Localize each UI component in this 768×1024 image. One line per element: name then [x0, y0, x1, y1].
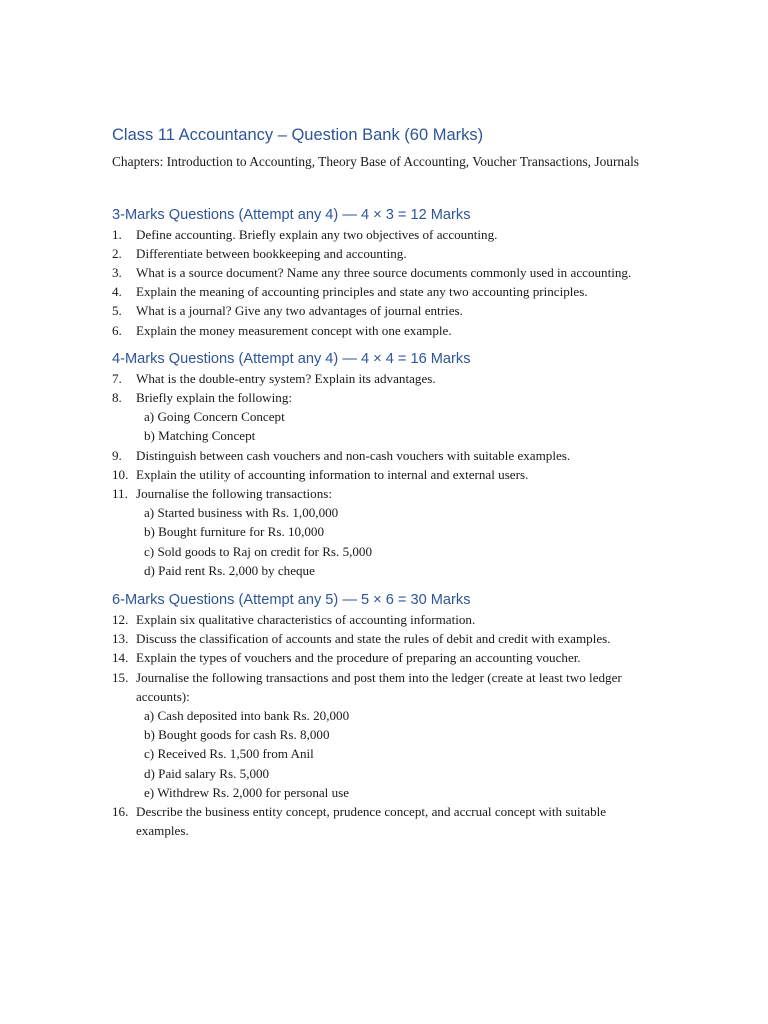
sub-item: b) Matching Concept — [144, 428, 256, 444]
question-number: 5. — [112, 303, 122, 319]
question-number: 7. — [112, 370, 122, 386]
sub-item: c) Received Rs. 1,500 from Anil — [144, 746, 314, 762]
question-item — [112, 802, 652, 840]
question-number: 15. — [112, 669, 129, 685]
question-item — [112, 648, 652, 667]
question-text: Briefly explain the following: — [136, 389, 292, 405]
question-text: Explain the types of vouchers and the procedure of preparing an accounting voucher. — [136, 650, 581, 666]
question-item — [112, 465, 652, 484]
question-text: Differentiate between bookkeeping and accounting. — [136, 245, 407, 261]
question-number: 14. — [112, 650, 129, 666]
section-heading-6-marks: 6-Marks Questions (Attempt any 5) — 5 × 6 = 30 Marks — [112, 591, 471, 608]
question-text: Define accounting. Briefly explain any two objectives of accounting. — [136, 226, 498, 242]
question-number: 4. — [112, 284, 122, 300]
question-item — [112, 629, 652, 648]
question-text: Explain the money measurement concept with one example. — [136, 322, 452, 338]
question-number: 1. — [112, 226, 122, 242]
question-item — [112, 301, 652, 320]
sub-item: b) Bought furniture for Rs. 10,000 — [144, 524, 325, 540]
question-item — [112, 244, 652, 263]
sub-item: a) Cash deposited into bank Rs. 20,000 — [144, 707, 350, 723]
sub-item: a) Started business with Rs. 1,00,000 — [144, 505, 339, 521]
question-item — [112, 321, 652, 340]
sub-item: a) Going Concern Concept — [144, 409, 285, 425]
question-number: 2. — [112, 245, 122, 261]
question-list-4-marks — [112, 369, 652, 580]
question-number: 12. — [112, 611, 129, 627]
section-heading-4-marks: 4-Marks Questions (Attempt any 4) — 4 × 4 = 16 Marks — [112, 350, 471, 367]
chapters-line: Chapters: Introduction to Accounting, Theory Base of Accounting, Voucher Transactions, Journals — [112, 154, 639, 169]
question-text: Discuss the classification of accounts and state the rules of debit and credit with examples. — [136, 631, 611, 647]
question-item — [112, 668, 652, 802]
document-title: Class 11 Accountancy – Question Bank (60 Marks) — [112, 126, 484, 144]
question-item — [112, 282, 652, 301]
question-number: 16. — [112, 803, 129, 819]
question-text: What is a source document? Name any three source documents commonly used in accounting. — [136, 264, 632, 280]
sub-item: c) Sold goods to Raj on credit for Rs. 5,000 — [144, 543, 373, 559]
question-item — [112, 484, 652, 580]
question-text: Journalise the following transactions: — [136, 485, 333, 501]
question-item — [112, 610, 652, 629]
question-number: 3. — [112, 264, 122, 280]
question-list-6-marks — [112, 610, 652, 840]
sub-item: d) Paid salary Rs. 5,000 — [144, 765, 270, 781]
sub-item: d) Paid rent Rs. 2,000 by cheque — [144, 562, 315, 578]
question-text: What is a journal? Give any two advantages of journal entries. — [136, 303, 463, 319]
question-number: 13. — [112, 631, 129, 647]
question-text: Explain the utility of accounting information to internal and external users. — [136, 466, 529, 482]
question-number: 9. — [112, 447, 122, 463]
question-text: Distinguish between cash vouchers and non-cash vouchers with suitable examples. — [136, 447, 571, 463]
question-number: 11. — [112, 485, 128, 501]
question-text: Explain six qualitative characteristics of accounting information. — [136, 611, 476, 627]
question-list-3-marks — [112, 225, 652, 340]
document-page — [112, 124, 652, 840]
question-number: 10. — [112, 466, 129, 482]
question-text: What is the double-entry system? Explain its advantages. — [136, 370, 436, 386]
question-item — [112, 369, 652, 388]
question-number: 8. — [112, 389, 122, 405]
sub-item: e) Withdrew Rs. 2,000 for personal use — [144, 784, 350, 800]
question-number: 6. — [112, 322, 122, 338]
question-text: Explain the meaning of accounting principles and state any two accounting principles. — [136, 284, 588, 300]
sub-item: b) Bought goods for cash Rs. 8,000 — [144, 727, 330, 743]
question-text: Describe the business entity concept, prudence concept, and accrual concept with suitable examples. — [136, 803, 607, 839]
section-heading-3-marks: 3-Marks Questions (Attempt any 4) — 4 × 3 = 12 Marks — [112, 206, 471, 223]
question-item — [112, 388, 652, 446]
question-text: Journalise the following transactions and post them into the ledger (create at least two ledger accounts): — [136, 669, 622, 704]
question-item — [112, 446, 652, 465]
question-item — [112, 263, 652, 282]
question-item — [112, 225, 652, 244]
